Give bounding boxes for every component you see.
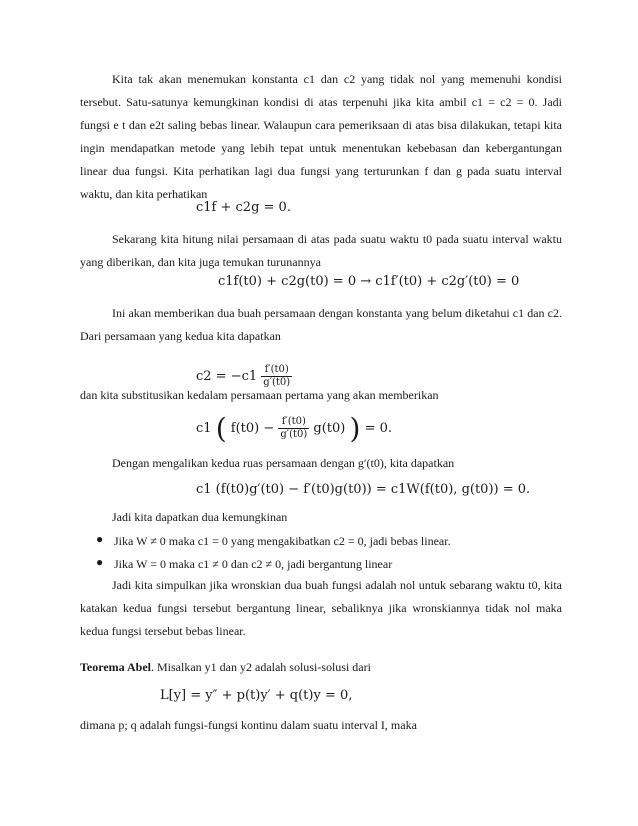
equation-2: c1f(t0) + c2g(t0) = 0 → c1f′(t0) + c2g′(t0) = 0 [218,274,520,289]
equation-5: c1 (f(t0)g′(t0) − f′(t0)g(t0)) = c1W(f(t0), g(t0)) = 0. [196,482,531,497]
equation-3-denominator: g′(t0) [263,377,291,388]
paragraph-5: Dengan mengalikan kedua ruas persamaan dengan g′(t0), kita dapatkan [112,456,455,470]
left-paren: ( [215,412,227,445]
paragraph-4: dan kita substitusikan kedalam persamaan pertama yang akan memberikan [80,388,439,402]
bullet-dot-2: ● [96,555,104,569]
equation-4-a: f(t0) − [230,421,275,436]
bullet-item-2: Jika W = 0 maka c1 ≠ 0 dan c2 ≠ 0, jadi bergantung linear [114,557,393,571]
equation-4-pre: c1 [196,421,212,436]
bullet-dot-1: ● [96,532,104,546]
equation-6: L[y] = y″ + p(t)y′ + q(t)y = 0, [160,688,353,703]
theorem-title: Teorema Abel [80,660,151,674]
theorem-text: . Misalkan y1 dan y2 adalah solusi-solusi dari [151,660,371,674]
equation-4-fraction [278,416,309,441]
paragraph-2: Sekarang kita hitung nilai persamaan di atas pada suatu waktu t0 pada suatu interval waktu yang diberikan, dan kita juga temukan turunannya [80,232,562,269]
equation-4-numerator: f′(t0) [278,416,309,429]
theorem-abel [80,656,562,679]
right-paren: ) [349,412,361,445]
equation-4-post: = 0. [364,421,393,436]
equation-3-lhs: c2 = −c1 [196,369,258,384]
equation-4-b: g(t0) [313,421,346,436]
paragraph-6: Jadi kita dapatkan dua kemungkinan [112,510,288,524]
bullet-item-1: Jika W ≠ 0 maka c1 = 0 yang mengakibatkan c2 = 0, jadi bebas linear. [114,534,451,548]
paragraph-7: Jadi kita simpulkan jika wronskian dua buah fungsi adalah nol untuk sebarang waktu t0, kita katakan kedua fungsi tersebut bergantung linear, sebaliknya jika wronskiannya tidak nol maka kedua fungsi tersebut bebas linear. [80,578,562,638]
paragraph-1: Kita tak akan menemukan konstanta c1 dan c2 yang tidak nol yang memenuhi kondisi tersebut. Satu-satunya kemungkinan kondisi di atas terpenuhi jika kita ambil c1 = c2 = 0. Jadi fungsi e t dan e2t saling bebas linear. Walaupun cara pemeriksaan di atas bisa dilakukan, tetapi kita ingin mendapatkan metode yang lebih tepat untuk menentukan kebebasan dan kebergantungan linear dua fungsi. Kita perhatikan lagi dua fungsi yang terturunkan f dan g pada suatu interval waktu, dan kita perhatikan [80,72,562,201]
equation-4 [196,412,392,445]
paragraph-3: Ini akan memberikan dua buah persamaan dengan konstanta yang belum diketahui c1 dan c2. Dari persamaan yang kedua kita dapatkan [80,306,562,343]
equation-3-numerator: f′(t0) [261,364,292,377]
equation-4-denominator: g′(t0) [280,429,308,440]
paragraph-8: dimana p; q adalah fungsi-fungsi kontinu dalam suatu interval I, maka [80,718,417,732]
equation-1: c1f + c2g = 0. [196,200,291,215]
